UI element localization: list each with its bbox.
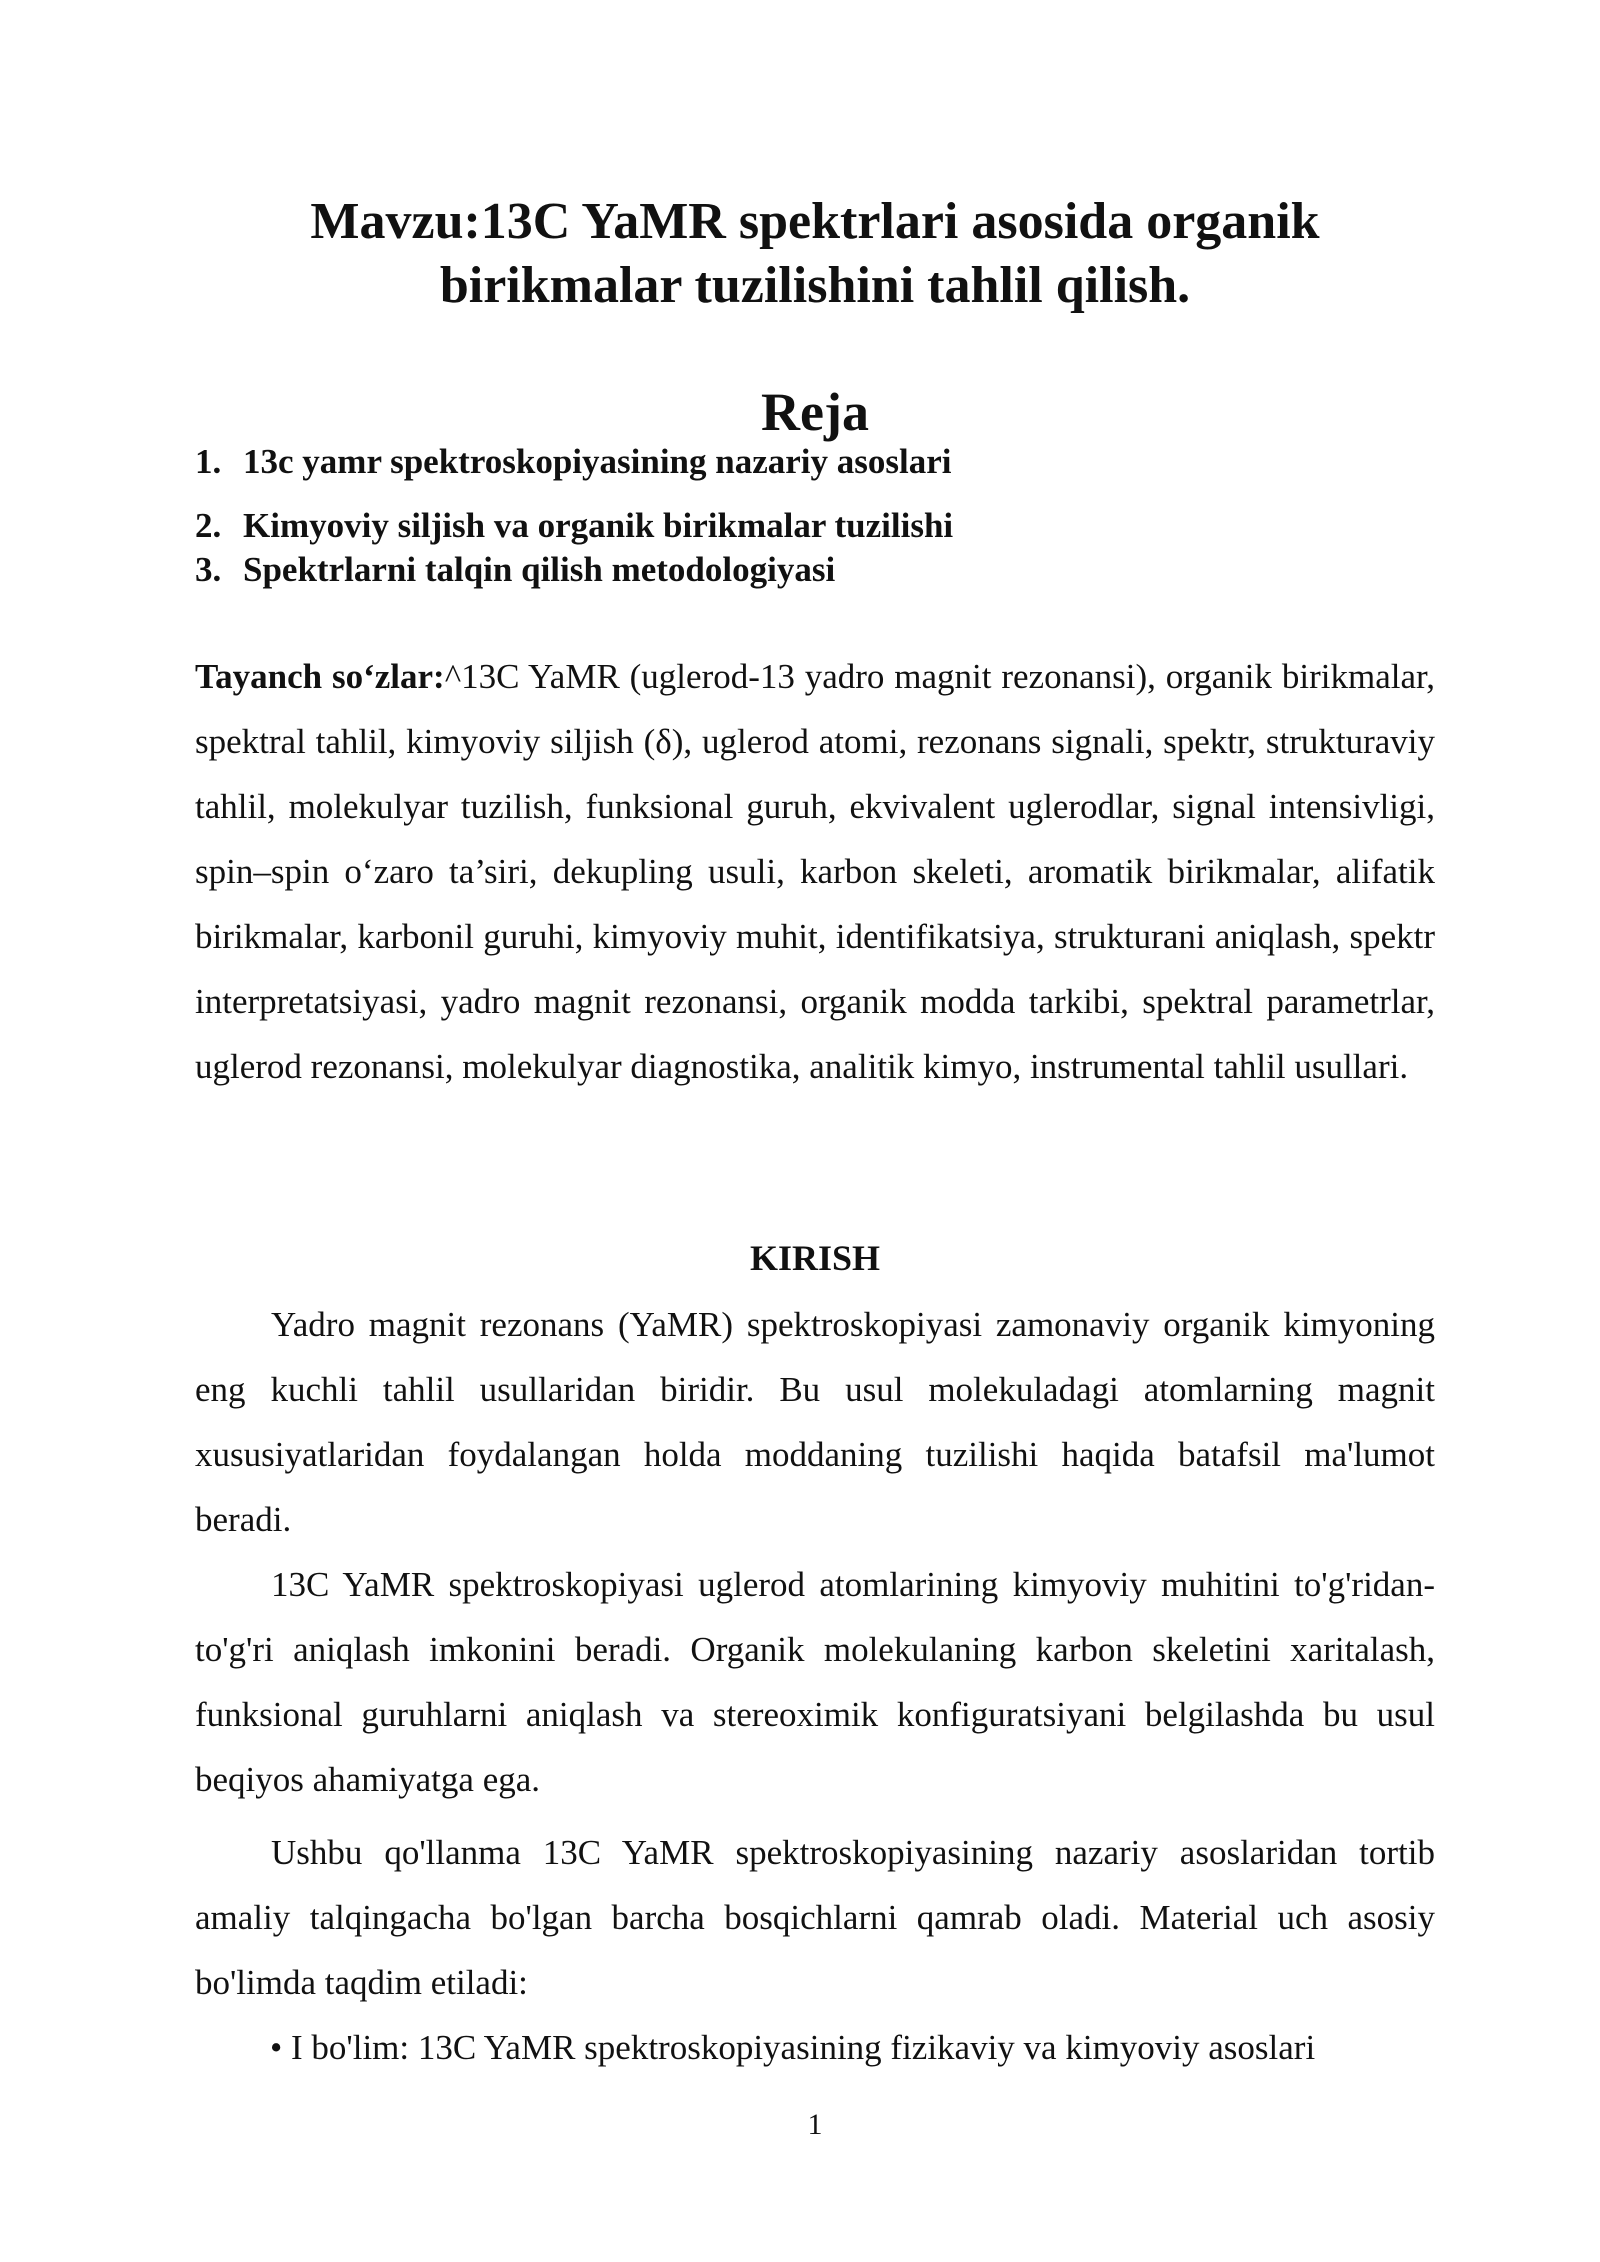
plan-item-text: 13c yamr spektroskopiyasining nazariy asoslari: [243, 442, 952, 481]
plan-item-text: Spektrlarni talqin qilish metodologiyasi: [243, 550, 836, 589]
plan-heading: Reja: [761, 382, 869, 442]
plan-item-number: 1.: [195, 442, 222, 481]
plan-item-2: [195, 504, 1435, 548]
plan-item-number: 3.: [195, 550, 222, 589]
intro-paragraph-1: Yadro magnit rezonans (YaMR) spektroskopiyasi zamonaviy organik kimyoning eng kuchli tahlil usullaridan biridir. Bu usul molekuladagi atomlarning magnit xususiyatlaridan foydalangan holda moddaning tuzilishi haqida batafsil ma'lumot beradi.: [195, 1305, 1435, 1539]
document-title: Mavzu:13C YaMR spektrlari asosida organik birikmalar tuzilishini tahlil qilish.: [310, 193, 1320, 314]
intro-paragraph-3: Ushbu qo'llanma 13C YaMR spektroskopiyasining nazariy asoslaridan tortib amaliy talqingacha bo'lgan barcha bosqichlarni qamrab oladi. Material uch asosiy bo'limda taqdim etiladi:: [195, 1833, 1435, 2002]
plan-item-1: [195, 440, 1435, 484]
keywords-label: Tayanch so‘zlar:: [195, 657, 445, 696]
plan-item-3: [195, 548, 1435, 592]
bullet-item-1: • I bo'lim: 13C YaMR spektroskopiyasining fizikaviy va kimyoviy asoslari: [270, 2028, 1316, 2067]
keywords-text: ^13C YaMR (uglerod-13 yadro magnit rezonansi), organik birikmalar, spektral tahlil, kimyoviy siljish (δ), uglerod atomi, rezonans signali, spektr, strukturaviy tahlil, molekulyar tuzilish, funksional guruh, ekvivalent uglerodlar, signal intensivligi, spin–spin o‘zaro ta’siri, dekupling usuli, karbon skeleti, aromatik birikmalar, alifatik birikmalar, karbonil guruhi, kimyoviy muhit, identifikatsiya, strukturani aniqlash, spektr interpretatsiyasi, yadro magnit rezonansi, organik modda tarkibi, spektral parametrlar, uglerod rezonansi, molekulyar diagnostika, analitik kimyo, instrumental tahlil usullari.: [195, 657, 1435, 1086]
intro-paragraph-2: 13C YaMR spektroskopiyasi uglerod atomlarining kimyoviy muhitini to'g'ridan-to'g'ri aniqlash imkonini beradi. Organik molekulaning karbon skeletini xaritalash, funksional guruhlarni aniqlash va stereoximik konfiguratsiyani belgilashda bu usul beqiyos ahamiyatga ega.: [195, 1565, 1435, 1799]
plan-item-number: 2.: [195, 506, 222, 545]
keywords-paragraph: [195, 644, 1435, 1099]
plan-item-text: Kimyoviy siljish va organik birikmalar tuzilishi: [243, 506, 954, 545]
section-heading-kirish: KIRISH: [749, 1238, 881, 1278]
page-number: 1: [807, 2108, 823, 2141]
